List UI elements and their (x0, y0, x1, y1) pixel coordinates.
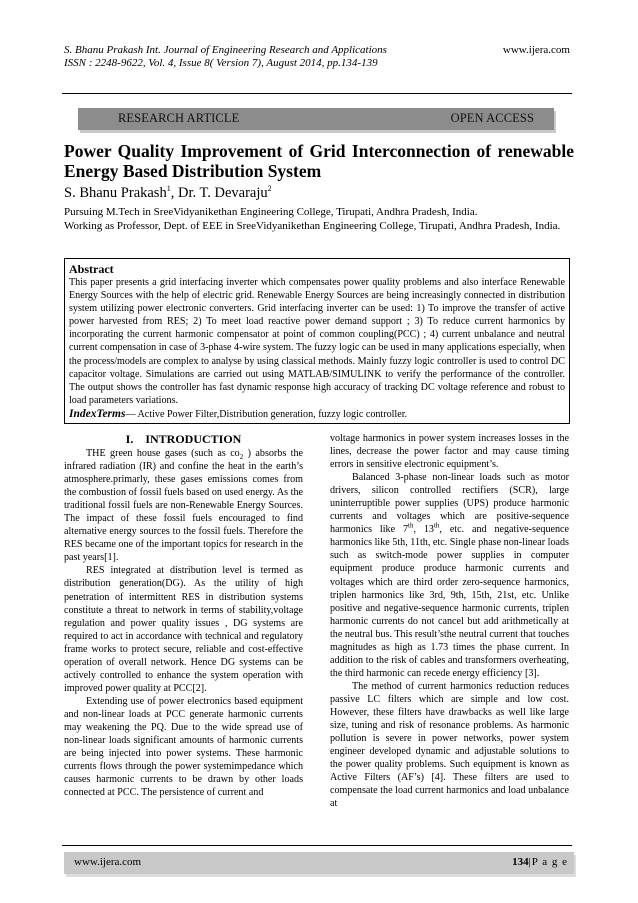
subscript: 2 (239, 453, 244, 462)
journal-citation-line2: ISSN : 2248-9622, Vol. 4, Issue 8( Version 7), August 2014, pp.134-139 (64, 57, 378, 69)
index-terms (69, 408, 565, 421)
header-divider (62, 93, 572, 94)
author-separator: , (170, 184, 178, 201)
header-website: www.ijera.com (502, 44, 570, 56)
footer-website: www.ijera.com (74, 856, 142, 868)
paragraph: Extending use of power electronics based equipment and non-linear loads at PCC generate harmonic currents may weakening the PQ. Due to the wide spread use of non-linear loads significant amounts of harmonic currents are being injected into power systems. These harmonic currents flows through the power systemimpedance which causes harmonic currents to be drawn by other loads connected at PCC. The persistence of current and (64, 695, 303, 799)
text-run: Balanced 3-phase non-linear loads such as motor drivers, silicon controlled rectifiers (SCR), large uninterruptible power supplies (UPS) produce harmonic currents and voltages which are positive-sequence harmonics like 7 (330, 472, 569, 536)
abstract-heading: Abstract (69, 262, 114, 276)
open-access-label: OPEN ACCESS (450, 111, 534, 125)
page-label: |P a g e (528, 856, 568, 868)
paragraph (64, 447, 303, 564)
footer-divider (62, 845, 572, 846)
index-terms-label: IndexTerms (69, 407, 126, 420)
paper-title: Power Quality Improvement of Grid Interconnection of renewable Energy Based Distribution System (64, 141, 574, 181)
journal-citation-line1: S. Bhanu Prakash Int. Journal of Engineering Research and Applications (64, 44, 387, 56)
author-name: S. Bhanu Prakash (64, 184, 167, 201)
abstract-text: This paper presents a grid interfacing inverter which compensates power quality problems and also interface Renewable Energy Sources with the help of electric grid. Renewable Energy Sources are being increasingly connected in distribution system utilizing power electronic converters. Grid interfacing inverter can be used: 1) To improve the transfer of active power harvested from RES; 2) To meet load reactive power demand support ; 3) To reduce current harmonics by incorporating the current harmonic compensator at point of common coupling(PCC) ; 4) current unbalance and neutral current compensation in case of 3-phase 4-wire system. The fuzzy logic can be used in many applications especially, when the process/models are complex to analyse by using classical methods. Mainly fuzzy logic controller is used to control DC capacitor voltage. Simulations are carried out using MATLAB/SIMULINK to verify the performance of the controller. The output shows the controller has fast dynamic response high accuracy of tracking DC voltage reference and robust to load parameters variations. (69, 277, 565, 406)
paragraph: The method of current harmonics reduction reduces passive LC filters which are simple and low cost. However, these filters have drawbacks as well like large size, tuning and risk of resonance problems. As harmonic pollution is severe in power networks, power system engineer developed dynamic and adjustable solutions to the power quality problems. Such equipment is known as Active Filters (AF’s) [4]. These filters are used to compensate the load current harmonics and load unbalance at (330, 680, 569, 810)
paragraph (330, 471, 569, 680)
author-name: Dr. T. Devaraju (177, 184, 268, 201)
left-column (64, 432, 303, 799)
text-run: THE green house gases (such as co (86, 448, 240, 459)
paragraph: voltage harmonics in power system increases losses in the lines, decrease the power factor and may cause timing errors in sensitive electronic equipment’s. (330, 433, 569, 471)
research-article-label: RESEARCH ARTICLE (118, 111, 240, 125)
paragraph: RES integrated at distribution level is termed as distribution generation(DG). As the utility of high penetration of intermittent RES in distribution systems constitute a threat to network in terms of stability,voltage regulation and power quality issues , DG systems are required to act in accordance with technical and regulatory frame works to protect secure, reliable and cost-effective operation of overall network. Hence DG systems can be actively controlled to enhance the system operation with improved power quality at PCC[2]. (64, 565, 303, 694)
superscript: th (408, 521, 414, 530)
right-column (330, 432, 569, 810)
text-run: , 13 (413, 524, 434, 536)
affiliation-marker: 2 (267, 184, 272, 193)
abstract-box (64, 258, 570, 424)
page-footer (64, 852, 574, 874)
index-terms-text: — Active Power Filter,Distribution generation, fuzzy logic controller. (125, 408, 408, 420)
text-run: ) absorbs the infrared radiation (IR) and confine the heat in the earth’s atmosphere.primarly, these gases emissions comes from the combustion of fossil fuels based on used energy. As the traditional fossil fuels are non-Renewable Energy Sources. The impact of these fossil fuels encouraged to find alternative energy sources to the fossil fuels. Therefore the RES became one of the important topics for research in the past years[1]. (64, 448, 304, 564)
section-heading: I. INTRODUCTION (125, 432, 242, 446)
affiliation-1: Pursuing M.Tech in SreeVidyanikethan Engineering College, Tirupati, Andhra Pradesh, India. (64, 206, 478, 218)
page-number (512, 856, 568, 868)
author-list (64, 184, 272, 202)
superscript: th (433, 521, 440, 530)
page-number-value: 134 (512, 856, 529, 868)
affiliation-marker: 1 (166, 184, 171, 193)
text-run: , etc. and negative-sequence harmonics like 5th, 11th, etc. Single phase non-linear loads such as switch-mode power supplies in computer equipment produce produce harmonic currents and voltages which are third order zero-sequence harmonics, triplen harmonics like 3rd, 9th, 15th, 21st, etc. Unlike positive and negative-sequence harmonic currents, triplen harmonic currents do not cancel but add arithmetically at the neutral bus. This result’sthe neutral current that touches magnitudes as high as 1.73 times the phase current. In addition to the risk of cables and transformers overheating, the third harmonic can recede energy efficiency [3]. (330, 524, 570, 679)
article-type-banner (78, 108, 554, 130)
affiliation-2: Working as Professor, Dept. of EEE in SreeVidyanikethan Engineering College, Tirupati, Andhra Pradesh, India. (64, 220, 561, 232)
